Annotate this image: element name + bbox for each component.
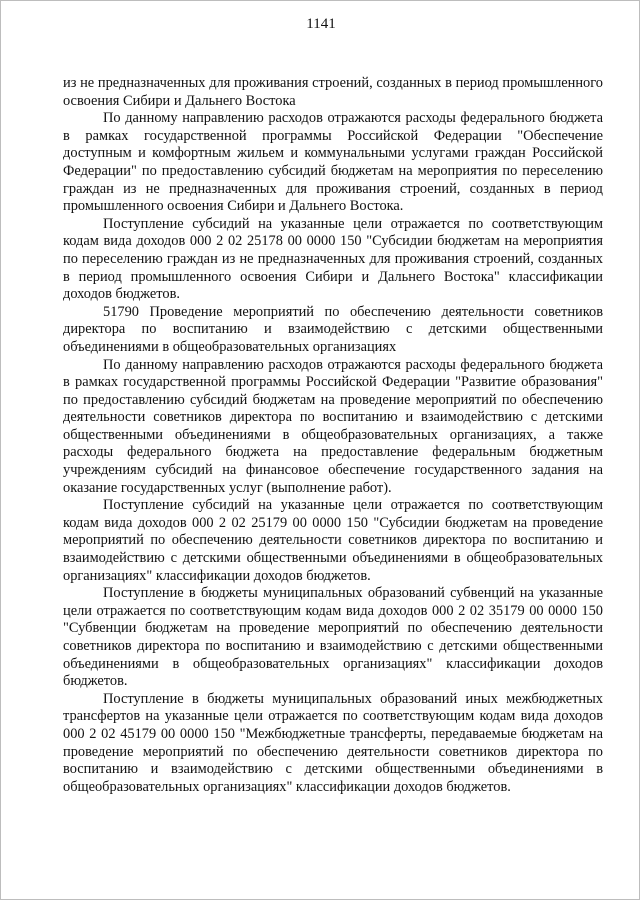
- page-number: 1141: [306, 16, 336, 32]
- paragraph: По данному направлению расходов отражаются расходы федерального бюджета в рамках государственной программы Российской Федерации "Обеспечение доступным и комфортным жильем и коммунальными услугами граждан Российской Федерации" по предоставлению субсидий бюджетам на мероприятия по переселению граждан из не предназначенных для проживания строений, созданных в период промышленного освоения Сибири и Дальнего Востока.: [63, 110, 603, 215]
- paragraph: Поступление субсидий на указанные цели отражается по соответствующим кодам вида доходов 000 2 02 25179 00 0000 150 "Субсидии бюджетам на проведение мероприятий по обеспечению деятельности советников директора по воспитанию и взаимодействию с детскими общественными объединениями в общеобразовательных организациях" классификации доходов бюджетов.: [63, 497, 603, 584]
- paragraph: По данному направлению расходов отражаются расходы федерального бюджета в рамках государственной программы Российской Федерации "Развитие образования" по предоставлению субсидий бюджетам на проведение мероприятий по обеспечению деятельности советников директора по воспитанию и взаимодействию с детскими общественными объединениями в общеобразовательных организациях, а также расходы федерального бюджета на предоставление федеральным бюджетным учреждениям субсидий на финансовое обеспечение государственного задания на оказание государственных услуг (выполнение работ).: [63, 356, 603, 496]
- paragraph: Поступление в бюджеты муниципальных образований субвенций на указанные цели отражается по соответствующим кодам вида доходов 000 2 02 35179 00 0000 150 "Субвенции бюджетам на проведение мероприятий по обеспечению деятельности советников директора по воспитанию и взаимодействию с детскими общественными объединениями в общеобразовательных организациях" классификации доходов бюджетов.: [63, 585, 603, 690]
- section-heading: 51790 Проведение мероприятий по обеспечению деятельности советников директора по воспитанию и взаимодействию с детскими общественными объединениями в общеобразовательных организациях: [63, 303, 603, 355]
- paragraph: Поступление субсидий на указанные цели отражается по соответствующим кодам вида доходов 000 2 02 25178 00 0000 150 "Субсидии бюджетам на мероприятия по переселению граждан из не предназначенных для проживания строений, созданных в период промышленного освоения Сибири и Дальнего Востока" классификации доходов бюджетов.: [63, 215, 603, 303]
- document-body: [63, 75, 603, 796]
- paragraph: из не предназначенных для проживания строений, созданных в период промышленного освоения Сибири и Дальнего Востока: [63, 75, 603, 109]
- paragraph: Поступление в бюджеты муниципальных образований иных межбюджетных трансфертов на указанные цели отражается по соответствующим кодам вида доходов 000 2 02 45179 00 0000 150 "Межбюджетные трансферты, передаваемые бюджетам на проведение мероприятий по обеспечению деятельности советников директора по воспитанию и взаимодействию с детскими общественными объединениями в общеобразовательных организациях" классификации доходов бюджетов.: [63, 690, 603, 795]
